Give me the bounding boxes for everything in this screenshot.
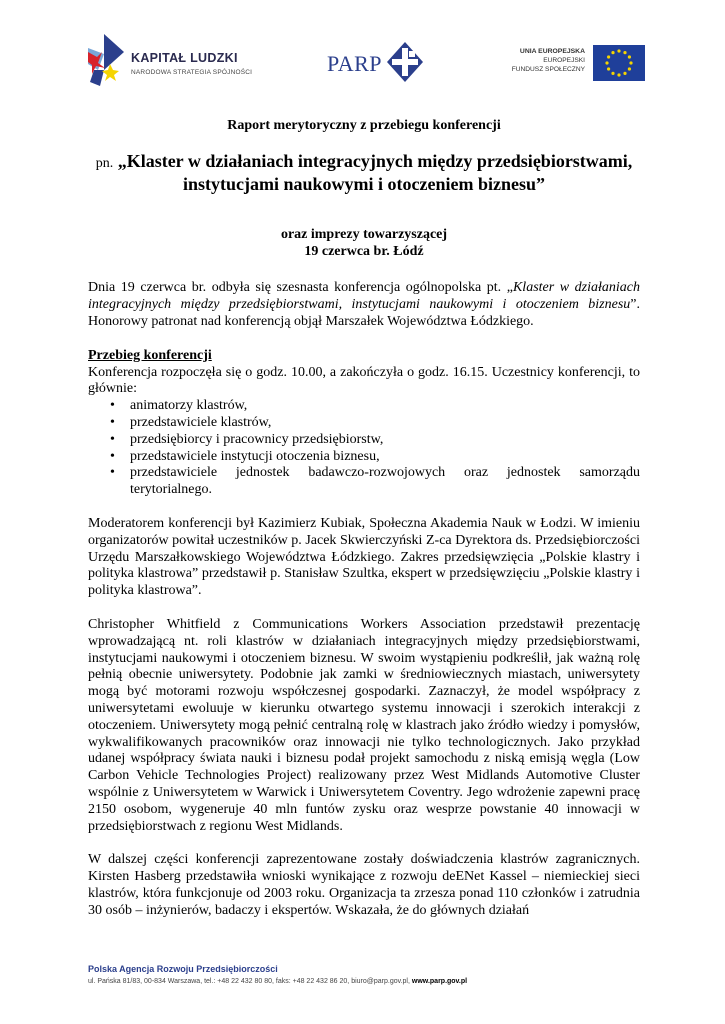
parp-wordmark: PARP [327,51,383,76]
eu-flag-icon [593,45,645,81]
eu-european-label: EUROPEJSKI [543,57,585,64]
title-prefix: pn. [95,155,114,171]
footer-address [88,978,648,985]
kapital-ludzki-emblem-icon [88,34,124,86]
section-heading: Przebieg konferencji [88,347,212,363]
list-item: • przedsiębiorcy i pracownicy przedsiębiorstw, [110,432,640,449]
whitfield-paragraph: Christopher Whitfield z Communications Workers Association przedstawił prezentację wprowadzającą nt. roli klastrów w działaniach integracyjnych między przedsiębiorstwami, instytucjami naukowymi i otoczeniem biznesu. W swoim wystąpieniu podkreślił, jak ważną rolę pełnią obecnie uniwersytety. Podobnie jak zamki w średniowiecznych miastach, uniwersytety mogą być motorami rozwoju współczesnej gospodarki. Zaznaczył, że model współpracy z uniwersytetami ewoluuje w kierunku otwartego systemu innowacji i szerokich interakcji z otoczeniem. Uniwersytety mogą pełnić centralną rolę w klastrach jako źródło wiedzy i pomysłów, wykwalifikowanych pracowników oraz innowacji nie tylko technologicznych. Jako przykład udanej współpracy świata nauki i biznesu podał projekt samochodu z niską emisją węgla (Low Carbon Vehicle Technologies Project) realizowany przez West Midlands Automotive Cluster wspólnie z Uniwersytetem w Warwick i Uniwersytetem Coventry. Jego wdrożenie zapewni pracę 2150 osobom, wygeneruje 40 mln funtów zysku oraz wesprze powstanie 40 innowacji w przedsiębiorstwach z regionu West Midlands. [88,616,640,834]
conference-title-line-2: instytucjami naukowymi i otoczeniem biznesu” [183,173,545,194]
parp-emblem-icon [387,42,423,82]
intro-paragraph [88,280,640,330]
intro-text-start: Dnia 19 czerwca br. odbyła się szesnasta konferencja ogólnopolska pt. „ [88,280,513,296]
page-header [0,0,725,100]
footer-website-link[interactable]: www.parp.gov.pl [411,978,468,985]
page-footer [88,964,648,985]
eu-fund-text [505,47,585,74]
eu-social-fund-label: FUNDUSZ SPOŁECZNY [511,66,585,73]
moderators-paragraph: Moderatorem konferencji był Kazimierz Kubiak, Społeczna Akademia Nauk w Łodzi. W imieniu organizatorów powitał uczestników p. Jacek Skwierczyński Z-ca Dyrektora ds. Przedsiębiorczości Urzędu Marszałkowskiego Województwa Łódzkiego. Zakres przedsięwzięcia „Polskie klastry i polityka klastrowa” przedstawił p. Stanisław Szultka, ekspert w przedsięwzięciu „Polskie klastry i polityka klastrowa”. [88,515,640,599]
event-date-location: 19 czerwca br. Łódź [304,243,424,259]
footer-agency-name: Polska Agencja Rozwoju Przedsiębiorczości [88,964,278,974]
list-item: • animatorzy klastrów, [110,398,640,415]
kapital-ludzki-logo [88,34,268,86]
conference-title-line-1 [88,151,640,174]
participants-list [110,398,640,499]
kapital-ludzki-subtitle: NARODOWA STRATEGIA SPÓJNOŚCI [131,69,253,76]
list-item: • przedstawiciele jednostek badawczo-rozwojowych oraz jednostek samorządu terytorialnego. [110,465,640,499]
intro-conference-title: Klaster w działaniach integracyjnych między przedsiębiorstwami, instytucjami naukowymi i otoczeniem biznesu [88,280,640,313]
footer-contact-details: ul. Pańska 81/83, 00-834 Warszawa, tel.: +48 22 432 80 80, faks: +48 22 432 86 20, biuro@parp.gov.pl, [88,978,412,985]
kapital-ludzki-title: KAPITAŁ LUDZKI [131,51,238,65]
event-subheading: oraz imprezy towarzyszącej [280,226,448,242]
parp-logo [327,42,423,82]
document-body [88,118,640,919]
list-item: • przedstawiciele instytucji otoczenia biznesu, [110,449,640,466]
intro-text-end: ”. Honorowy patronat nad konferencją objął Marszałek Województwa Łódzkiego. [88,297,640,329]
report-heading: Raport merytoryczny z przebiegu konferencji [227,118,501,133]
section-paragraph: Konferencja rozpoczęła się o godz. 10.00, a zakończyła o godz. 16.15. Uczestnicy konferencji, to głównie: [88,364,640,397]
hasberg-paragraph: W dalszej części konferencji zaprezentowane zostały doświadczenia klastrów zagranicznych. Kirsten Hasberg przedstawiła wnioski wynikające z rozwoju deENet Kassel – niemieckiej sieci klastrów, która funkcjonuje od 2003 roku. Organizacja ta zrzesza ponad 110 członków i zatrudnia 30 osób – inżynierów, badaczy i ekspertów. Wskazała, że do głównych działań [88,852,640,918]
eu-social-fund-logo [505,43,645,83]
list-item: • przedstawiciele klastrów, [110,415,640,432]
title-text-1: „Klaster w działaniach integracyjnych między przedsiębiorstwami, [117,150,633,171]
eu-union-label: UNIA EUROPEJSKA [519,48,585,55]
